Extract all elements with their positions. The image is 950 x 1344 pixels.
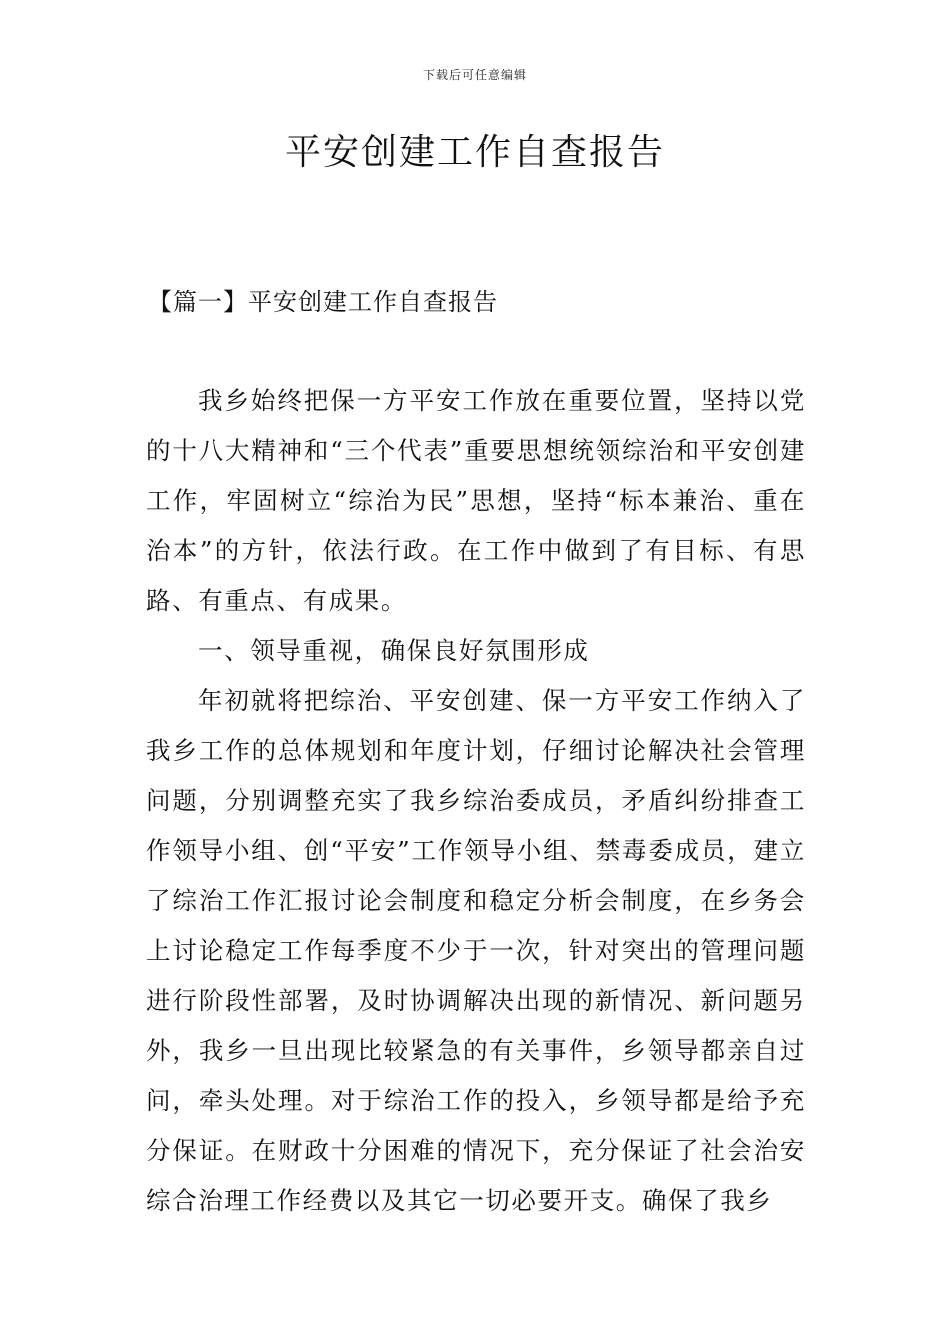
header-note: 下载后可任意编辑 (422, 68, 527, 82)
paragraph-subheading: 一、领导重视，确保良好氛围形成 (198, 636, 590, 665)
paragraph: 我乡始终把保一方平安工作放在重要位置，坚持以党的十八大精神和“三个代表”重要思想统领综治和平安创建工作，牢固树立“综治为民”思想，坚持“标本兼治、重在治本”的方针，依法行政。在工作中做到了有目标、有思路、有重点、有成果。 (146, 386, 806, 615)
document-body (146, 376, 806, 1226)
document-title: 平安创建工作自查报告 (284, 132, 665, 173)
section-heading: 【篇一】平安创建工作自查报告 (148, 288, 498, 316)
paragraph: 年初就将把综治、平安创建、保一方平安工作纳入了我乡工作的总体规划和年度计划，仔细讨论解决社会管理问题，分别调整充实了我乡综治委成员，矛盾纠纷排查工作领导小组、创“平安”工作领导小组、禁毒委成员，建立了综治工作汇报讨论会制度和稳定分析会制度，在乡务会上讨论稳定工作每季度不少于一次，针对突出的管理问题进行阶段性部署，及时协调解决出现的新情况、新问题另外，我乡一旦出现比较紧急的有关事件，乡领导都亲自过问，牵头处理。对于综治工作的投入，乡领导都是给予充分保证。在财政十分困难的情况下，充分保证了社会治安综合治理工作经费以及其它一切必要开支。确保了我乡 (146, 686, 806, 1215)
